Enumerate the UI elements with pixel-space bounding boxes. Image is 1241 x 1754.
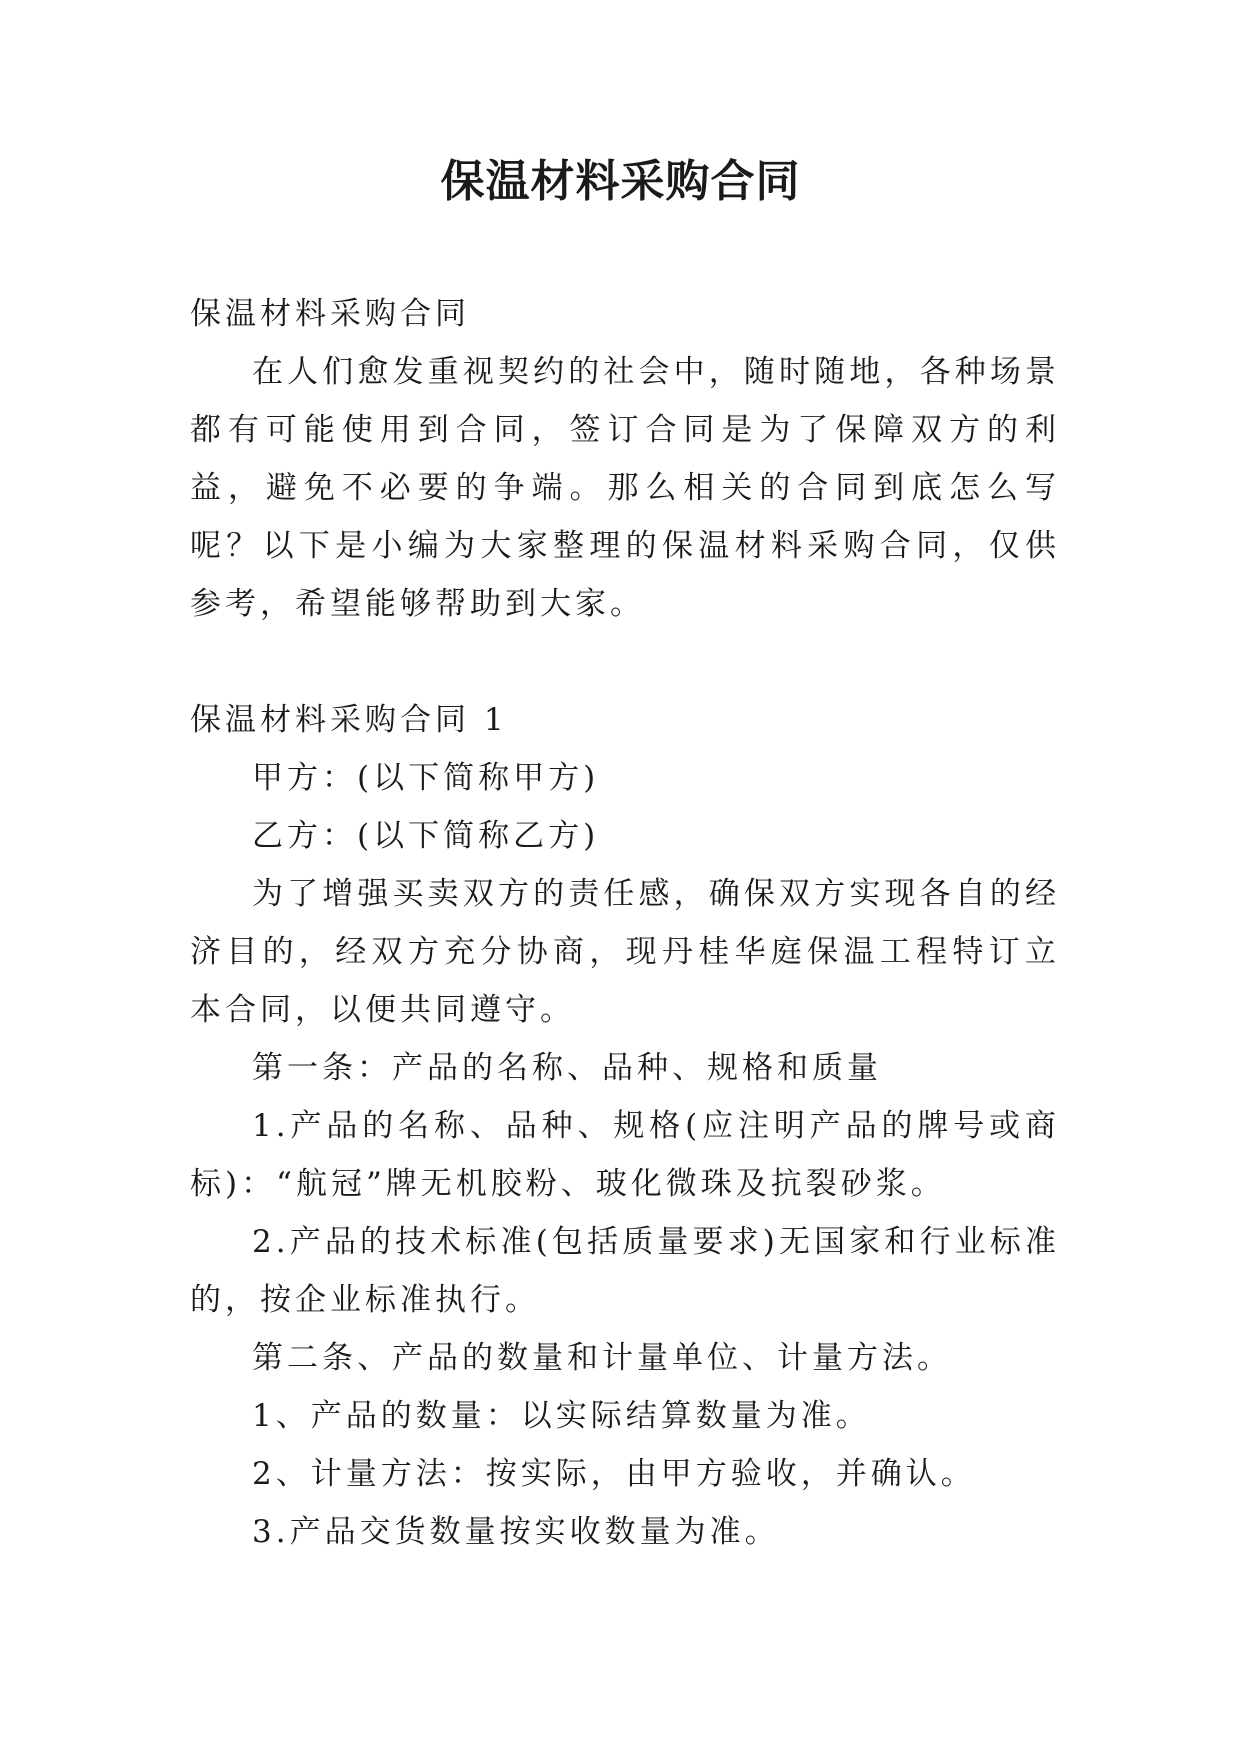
document-body xyxy=(190,285,1060,1561)
intro-paragraph: 在人们愈发重视契约的社会中，随时随地，各种场景都有可能使用到合同，签订合同是为了保障双方的利益，避免不必要的争端。那么相关的合同到底怎么写呢？以下是小编为大家整理的保温材料采购合同，仅供参考，希望能够帮助到大家。 xyxy=(190,354,1060,622)
party-b-line: 乙方：(以下简称乙方) xyxy=(252,818,600,854)
article1-title: 第一条：产品的名称、品种、规格和质量 xyxy=(252,1050,882,1086)
preamble-paragraph: 为了增强买卖双方的责任感，确保双方实现各自的经济目的，经双方充分协商，现丹桂华庭保温工程特订立本合同，以便共同遵守。 xyxy=(190,876,1060,1028)
section-title: 保温材料采购合同 1 xyxy=(190,702,508,738)
article2-title: 第二条、产品的数量和计量单位、计量方法。 xyxy=(252,1340,952,1376)
article1-item1: 1.产品的名称、品种、规格(应注明产品的牌号或商标)：“航冠”牌无机胶粉、玻化微珠及抗裂砂浆。 xyxy=(190,1108,1060,1202)
section-spacer xyxy=(190,633,1060,691)
document-heading: 保温材料采购合同 xyxy=(190,296,470,332)
party-a-line: 甲方：(以下简称甲方) xyxy=(252,760,600,796)
document-title: 保温材料采购合同 xyxy=(440,156,801,207)
article2-item2: 2、计量方法：按实际，由甲方验收，并确认。 xyxy=(252,1456,976,1492)
article2-item3: 3.产品交货数量按实收数量为准。 xyxy=(252,1514,780,1550)
article1-item2: 2.产品的技术标准(包括质量要求)无国家和行业标准的，按企业标准执行。 xyxy=(190,1224,1060,1318)
article2-item1: 1、产品的数量：以实际结算数量为准。 xyxy=(252,1398,871,1434)
